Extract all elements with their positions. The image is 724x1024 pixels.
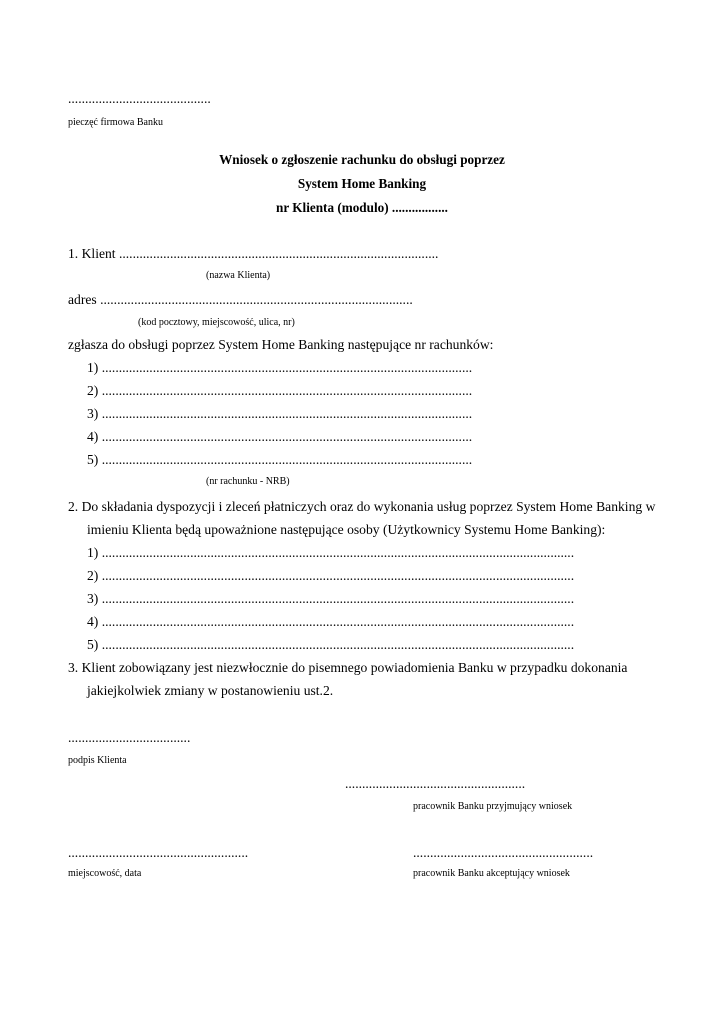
receiving-employee-label: pracownik Banku przyjmujący wniosek: [413, 801, 573, 812]
user-name-field[interactable]: 1) ...........................................................................................................................................: [87, 545, 575, 560]
document-title: Wniosek o zgłoszenie rachunku do obsługi poprzez: [219, 152, 505, 167]
user-name-field[interactable]: 2) ...........................................................................................................................................: [87, 568, 575, 583]
accepting-employee-label: pracownik Banku akceptujący wniosek: [413, 868, 570, 879]
client-address-caption: (kod pocztowy, miejscowość, ulica, nr): [138, 317, 295, 328]
accepting-employee-signature-line[interactable]: .....................................................: [413, 845, 594, 860]
document-title-system: System Home Banking: [297, 176, 427, 191]
place-date-label: miejscowość, data: [68, 868, 142, 879]
notification-paragraph: 3. Klient zobowiązany jest niezwłocznie do pisemnego powiadomienia Banku w przypadku dokonania: [68, 660, 628, 675]
place-date-line[interactable]: .....................................................: [68, 845, 249, 860]
account-number-field[interactable]: 4) .............................................................................................................: [87, 429, 473, 444]
user-name-field[interactable]: 4) ...........................................................................................................................................: [87, 614, 575, 629]
authorization-paragraph: 2. Do składania dyspozycji i zleceń płatniczych oraz do wykonania usług poprzez System Home Banking w: [68, 499, 656, 514]
client-address-field[interactable]: adres ............................................................................................: [68, 292, 413, 307]
client-number-field[interactable]: nr Klienta (modulo) .................: [276, 200, 448, 215]
user-name-field[interactable]: 5) ...........................................................................................................................................: [87, 637, 575, 652]
client-name-caption: (nazwa Klienta): [206, 270, 271, 281]
accounts-caption: (nr rachunku - NRB): [206, 476, 290, 487]
stamp-signature-line: ..........................................: [68, 91, 211, 106]
notification-paragraph-cont: jakiejkolwiek zmiany w postanowieniu ust.2.: [87, 683, 334, 698]
account-number-field[interactable]: 2) .............................................................................................................: [87, 383, 473, 398]
authorization-paragraph-cont: imieniu Klienta będą upoważnione następujące osoby (Użytkownicy Systemu Home Banking):: [87, 522, 606, 537]
account-number-field[interactable]: 1) .............................................................................................................: [87, 360, 473, 375]
client-signature-label: podpis Klienta: [68, 755, 127, 766]
receiving-employee-signature-line[interactable]: .....................................................: [345, 776, 526, 791]
client-name-field[interactable]: 1. Klient ..............................................................................................: [68, 246, 439, 261]
stamp-label: pieczęć firmowa Banku: [68, 117, 163, 128]
client-signature-line[interactable]: ....................................: [68, 730, 191, 745]
account-number-field[interactable]: 3) .............................................................................................................: [87, 406, 473, 421]
account-number-field[interactable]: 5) .............................................................................................................: [87, 452, 473, 467]
accounts-intro: zgłasza do obsługi poprzez System Home Banking następujące nr rachunków:: [68, 337, 494, 352]
user-name-field[interactable]: 3) ...........................................................................................................................................: [87, 591, 575, 606]
